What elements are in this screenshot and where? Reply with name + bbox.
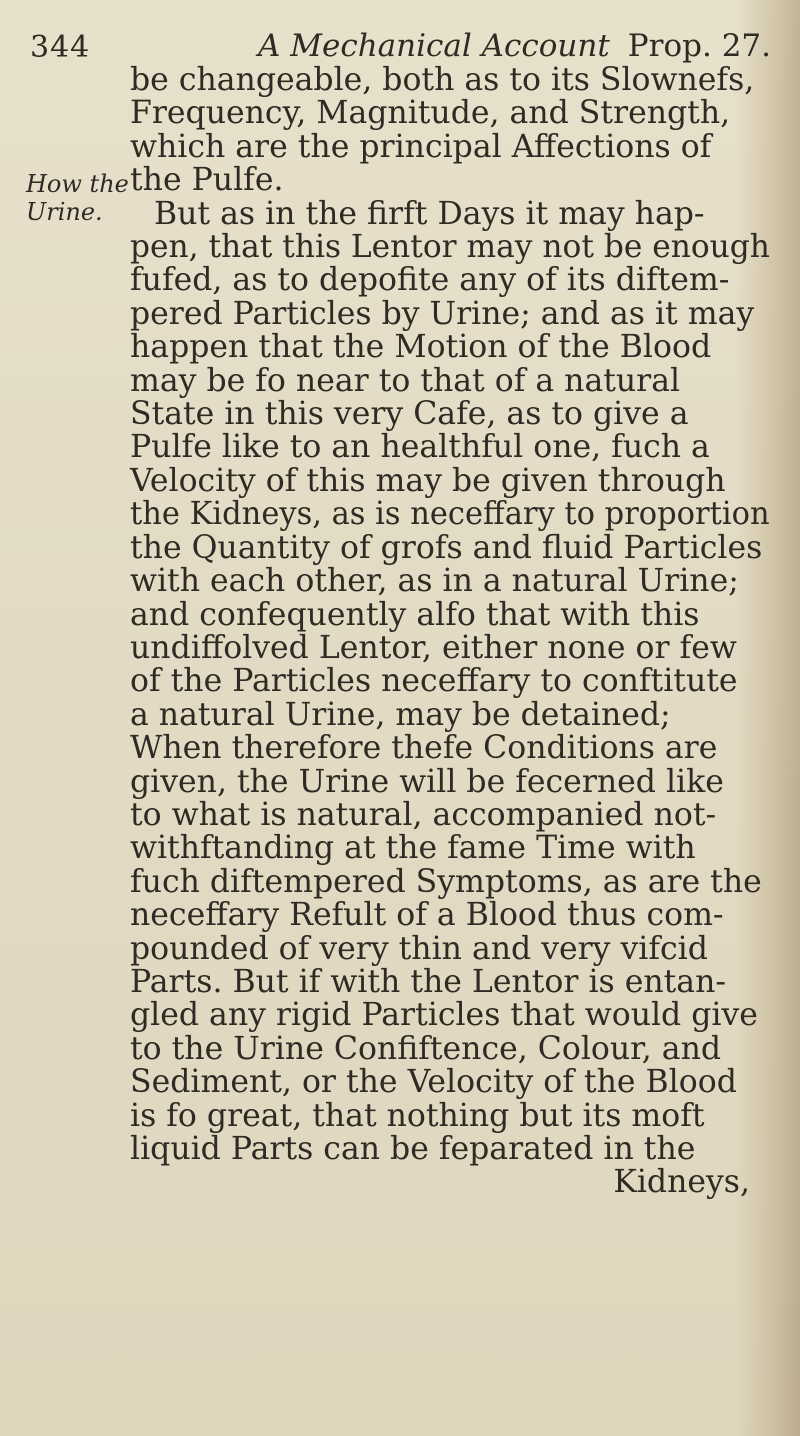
text-line: to the Urine Confiftence, Colour, and	[130, 1030, 722, 1067]
text-line: pounded of very thin and very vifcid	[130, 930, 708, 967]
text-line-catchword: Kidneys,	[613, 1164, 750, 1201]
text-line: When therefore thefe Conditions are	[130, 730, 718, 767]
text-line: Parts. But if with the Lentor is entan-	[130, 963, 727, 1000]
running-head	[258, 28, 771, 64]
margin-note	[26, 170, 129, 226]
text-line: pen, that this Lentor may not be enough	[130, 229, 770, 266]
text-line: a natural Urine, may be detained;	[130, 696, 671, 733]
text-line: undiffolved Lentor, either none or few	[130, 629, 737, 666]
margin-note-line: Urine.	[26, 198, 103, 226]
text-line: Pulfe like to an healthful one, fuch a	[130, 429, 710, 466]
text-line: liquid Parts can be feparated in the	[130, 1131, 696, 1167]
text-line: fufed, as to depofite any of its diftem-	[130, 262, 730, 299]
text-line: happen that the Motion of the Blood	[130, 329, 712, 366]
text-line: and confequently alfo that with this	[130, 596, 700, 633]
text-line: be changeable, both as to its Slownefs,	[130, 62, 755, 98]
page-number: 344	[30, 30, 91, 65]
text-line: to what is natural, accompanied not-	[130, 796, 717, 833]
text-line: withftanding at the fame Time with	[130, 830, 696, 867]
text-line: Sediment, or the Velocity of the Blood	[130, 1064, 737, 1101]
text-line: Velocity of this may be given through	[130, 462, 726, 499]
text-line: neceffary Refult of a Blood thus com-	[130, 897, 724, 934]
text-line: the Pulfe.	[130, 162, 284, 199]
text-line: pered Particles by Urine; and as it may	[130, 295, 755, 332]
text-line: with each other, as in a natural Urine;	[130, 563, 739, 600]
text-line: which are the principal Affections of	[130, 128, 712, 165]
text-line: may be fo near to that of a natural	[130, 362, 681, 399]
text-line: But as in the firft Days it may hap-	[154, 195, 705, 232]
text-line: the Kidneys, as is neceffary to proportion	[130, 496, 770, 533]
running-head-prop: Prop. 27.	[627, 28, 771, 64]
text-line: is fo great, that nothing but its moft	[130, 1097, 705, 1134]
text-line: fuch diftempered Symptoms, as are the	[130, 863, 762, 900]
text-line: State in this very Cafe, as to give a	[130, 396, 689, 433]
margin-note-line: How the	[26, 170, 129, 198]
body-text	[130, 64, 770, 1200]
text-line: given, the Urine will be fecerned like	[130, 763, 724, 800]
text-line: of the Particles neceffary to conftitute	[130, 663, 738, 700]
text-line: Frequency, Magnitude, and Strength,	[130, 95, 731, 132]
running-head-title: A Mechanical Account	[258, 28, 610, 64]
text-line: the Quantity of grofs and fluid Particles	[130, 529, 763, 566]
text-line: gled any rigid Particles that would give	[130, 997, 758, 1034]
